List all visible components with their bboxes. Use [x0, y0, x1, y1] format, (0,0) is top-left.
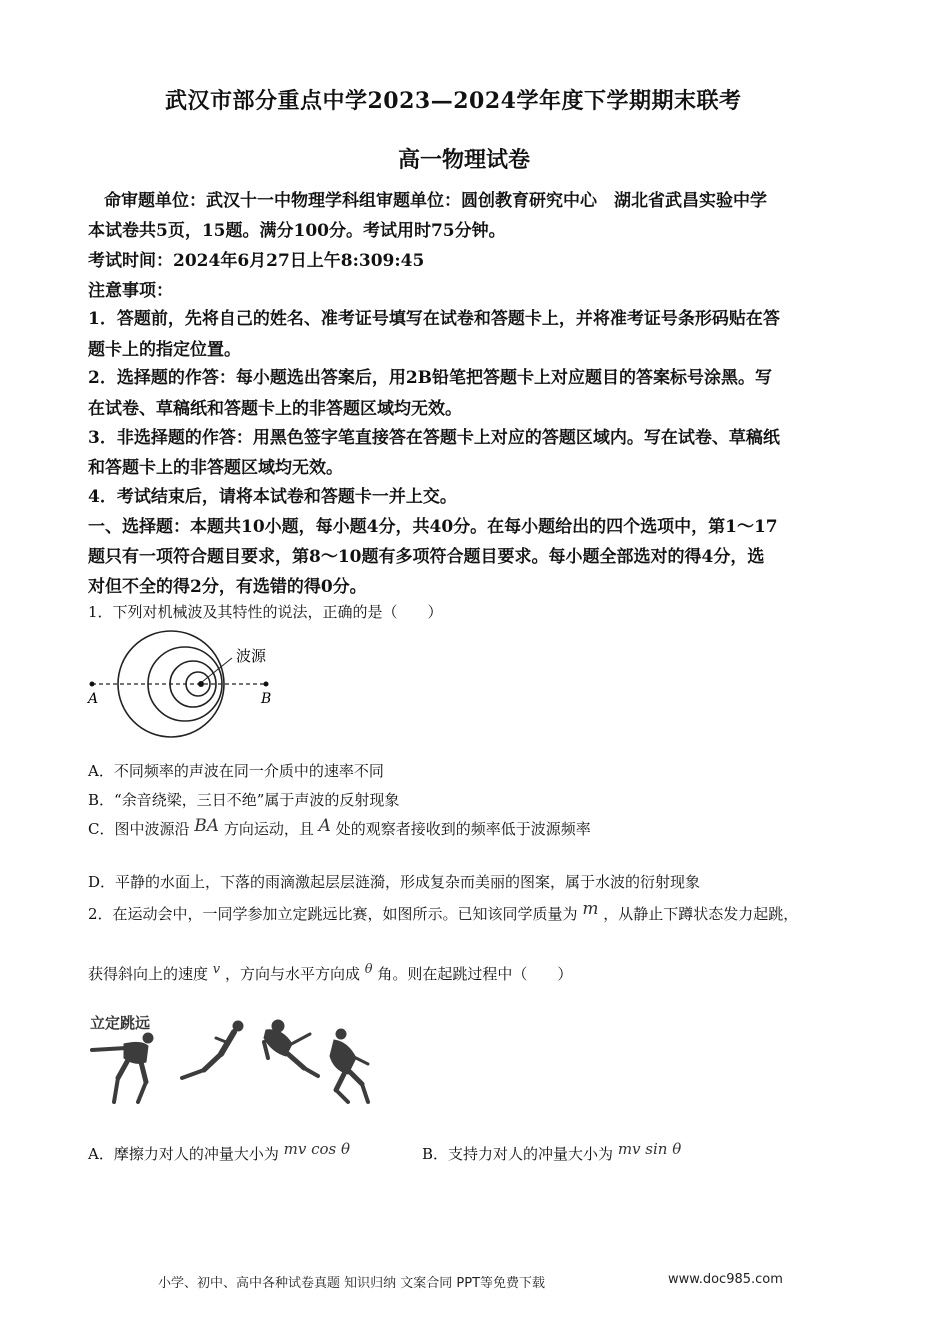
point-b-label: B	[261, 691, 272, 707]
section1-line-3: 对但不全的得2分，有选错的得0分。	[88, 577, 367, 597]
point-a-label: A	[88, 691, 99, 707]
q2-long-jump-figure	[86, 1018, 386, 1110]
point-a-dot	[90, 682, 95, 687]
q1-option-c-pre: C．图中波源沿	[88, 820, 190, 838]
source-pointer	[202, 658, 232, 682]
section1-line-1: 一、选择题：本题共10小题，每小题4分，共40分。在每小题给出的四个选项中，第1～17	[88, 517, 778, 537]
q2-stem-pre: 2．在运动会中，一同学参加立定跳远比赛，如图所示。已知该同学质量为	[88, 905, 578, 923]
q2-stem-post: ，从静止下蹲状态发力起跳，	[603, 905, 799, 923]
section1-line-2: 题只有一项符合题目要求，第8～10题有多项符合题目要求。每小题全部选对的得4分，选	[88, 547, 765, 567]
q2-option-b-expr: mv sin θ	[617, 1140, 682, 1158]
exam-subtitle: 高一物理试卷	[398, 147, 531, 173]
wave-source-dot	[198, 681, 204, 687]
q1-option-c-mid: 方向运动，且	[223, 820, 314, 838]
q1-option-c-var-a: A	[318, 816, 331, 836]
notice-4: 4．考试结束后，请将本试卷和答题卡一并上交。	[88, 487, 457, 507]
notice-title: 注意事项：	[88, 281, 173, 301]
notice-2b: 在试卷、草稿纸和答题卡上的非答题区域均无效。	[88, 399, 462, 419]
q1-option-c-post: 处的观察者接收到的频率低于波源频率	[335, 820, 591, 838]
q2-var-m: m	[582, 899, 599, 919]
notice-3b: 和答题卡上的非答题区域均无效。	[88, 458, 343, 478]
q2-var-v: v	[212, 962, 221, 977]
jumper-flight	[264, 1020, 318, 1076]
q1-option-c	[88, 818, 591, 839]
q1-option-d: D．平静的水面上，下落的雨滴激起层层涟漪，形成复杂而美丽的图案，属于水波的衍射现象	[88, 873, 701, 891]
q2-option-a-pre: A．摩擦力对人的冲量大小为	[88, 1145, 279, 1163]
notice-1a: 1．答题前，先将自己的姓名、准考证号填写在试卷和答题卡上，并将准考证号条形码贴在答	[88, 309, 780, 329]
wave-source-label: 波源	[236, 647, 267, 665]
point-b-dot	[264, 682, 269, 687]
exam-title: 武汉市部分重点中学2023—2024学年度下学期期末联考	[165, 88, 742, 114]
header-line-1: 命审题单位：武汉十一中物理学科组审题单位：圆创教育研究中心 湖北省武昌实验中学	[104, 191, 767, 211]
footer-site: www.doc985.com	[668, 1272, 783, 1287]
q2-stem-line-2	[88, 963, 572, 984]
q2-option-a-expr: mv cos θ	[283, 1140, 351, 1158]
notice-2a: 2．选择题的作答：每小题选出答案后，用2B铅笔把答题卡上对应题目的答案标号涂黑。写	[88, 368, 773, 388]
q2-line2-pre: 获得斜向上的速度	[88, 965, 209, 983]
q1-option-b: B．“余音绕梁，三日不绝”属于声波的反射现象	[88, 791, 400, 809]
q2-figure-label: 立定跳远	[90, 1014, 151, 1032]
jumper-landing	[330, 1029, 368, 1102]
q1-wave-figure	[80, 624, 290, 739]
footer-text: 小学、初中、高中各种试卷真题 知识归纳 文案合同 PPT等免费下载	[158, 1276, 546, 1291]
header-line-3: 考试时间：2024年6月27日上午8:309:45	[88, 251, 425, 271]
q1-option-a: A．不同频率的声波在同一介质中的速率不同	[88, 762, 384, 780]
q2-option-b	[422, 1140, 682, 1164]
notice-1b: 题卡上的指定位置。	[88, 340, 241, 360]
q2-line2-post: 角。则在起跳过程中（ ）	[377, 965, 573, 983]
q2-stem	[88, 899, 799, 924]
q2-option-a	[88, 1140, 351, 1164]
header-line-2: 本试卷共5页，15题。满分100分。考试用时75分钟。	[88, 221, 506, 241]
q1-option-c-var-ba: BA	[194, 816, 220, 836]
q2-var-theta: θ	[364, 962, 373, 977]
jumper-crouch	[92, 1033, 153, 1102]
q2-line2-mid: ，方向与水平方向成	[224, 965, 360, 983]
q1-stem: 1．下列对机械波及其特性的说法，正确的是（ ）	[88, 603, 443, 621]
jumper-takeoff	[182, 1021, 243, 1078]
notice-3a: 3．非选择题的作答：用黑色签字笔直接答在答题卡上对应的答题区域内。写在试卷、草稿纸	[88, 428, 780, 448]
q2-option-b-pre: B．支持力对人的冲量大小为	[422, 1145, 614, 1163]
